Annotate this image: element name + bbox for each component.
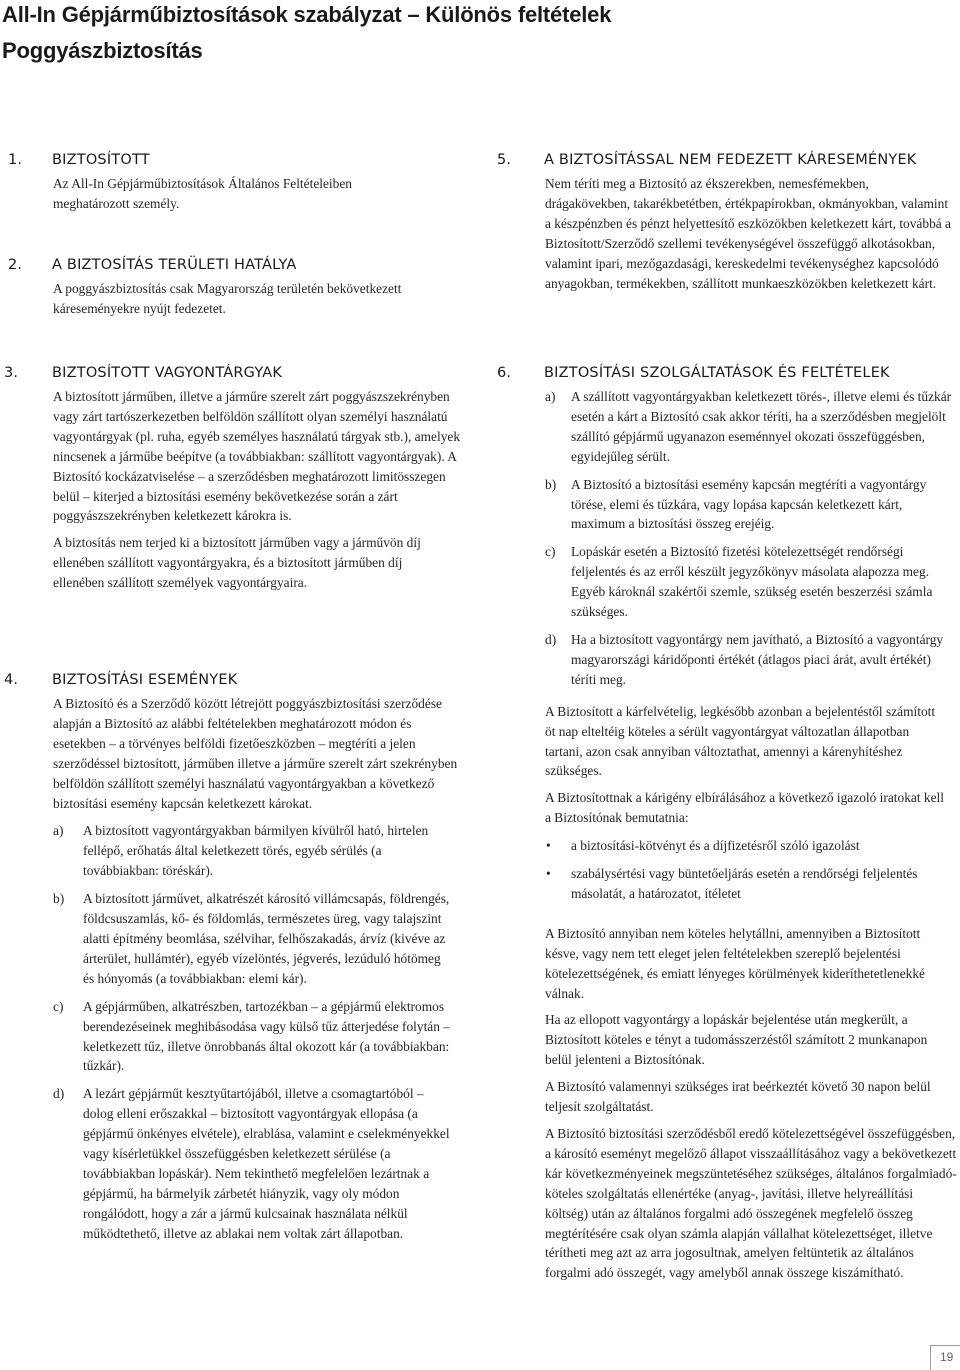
section-5 — [497, 152, 959, 293]
document-title: All-In Gépjárműbiztosítások szabályzat – Különös feltételek — [2, 2, 612, 27]
section-number: 5. — [497, 152, 512, 168]
list-item — [53, 821, 453, 881]
bullet-item — [545, 864, 957, 904]
list-item — [545, 387, 957, 467]
section-title: BIZTOSÍTOTT — [52, 152, 150, 168]
item-label: a) — [545, 389, 556, 404]
item-text: A biztosított járművet, alkatrészét károsító villámcsapás, földrengés, földcsuszamlás, kő- és földomlás, természetes üreg, vagy talajszint alatti építmény beomlása, szélvihar, felhőszakadás, árvíz (kivéve az árterület, hullámtér), egyéb vízelöntés, jégverés, lezúduló hótömeg és hónyomás (a továbbiakban: elemi kár). — [83, 891, 450, 986]
section-title: A BIZTOSÍTÁS TERÜLETI HATÁLYA — [52, 257, 297, 273]
section-4 — [4, 672, 474, 1244]
paragraph: A Biztosító valamennyi szükséges irat beérkeztét követő 30 napon belül teljesít szolgáltatást. — [545, 1079, 931, 1115]
section-heading — [497, 365, 959, 387]
bullet-item — [545, 836, 957, 856]
section-number: 3. — [4, 365, 19, 381]
paragraph: A Biztosító annyiban nem köteles helytállni, amennyiben a Biztosított késve, vagy nem tett eleget jelen feltételekben szereplő bejelentési kötelezettségének, és emiatt lényeges körülmények kideríthetetlenekké válnak. — [545, 925, 925, 1001]
section-heading — [497, 152, 959, 174]
paragraph: A Biztosítottnak a kárigény elbírálásához a következő igazoló iratokat kell a Biztosítónak bemutatnia: — [545, 790, 944, 826]
document-subtitle: Poggyászbiztosítás — [2, 38, 203, 63]
section-title: BIZTOSÍTOTT VAGYONTÁRGYAK — [52, 365, 283, 381]
section-1 — [8, 152, 470, 214]
item-label: d) — [53, 1086, 65, 1102]
paragraph: Az All-In Gépjárműbiztosítások Általános Feltételeiben meghatározott személy. — [53, 176, 352, 211]
section-number: 4. — [4, 672, 19, 688]
list-item — [545, 475, 957, 535]
item-label: b) — [545, 476, 557, 492]
list-item — [545, 630, 957, 690]
item-label: c) — [53, 998, 64, 1014]
paragraph: A biztosított járműben, illetve a járműre szerelt zárt poggyászszekrényben vagy zárt tartószerkezetben belföldön szállított olyan személyi használatú vagyontárgyak (pl. ruha, egyéb személyes használatú tárgyak stb.), amelyek nincsenek a járműbe beépítve (a továbbiakban: szállított vagyontárgyak). A Biztosító kockázatviselése – a szerződésben meghatározott limitösszegen belül – kiterjed a biztosítási esemény bekövetkezése során a zárt poggyászszekrényben keletkezett károkra is. — [53, 389, 461, 524]
bullet-icon: • — [546, 838, 551, 854]
list-item — [53, 889, 453, 989]
paragraph: A biztosítás nem terjed ki a biztosított járműben vagy a járművön díj ellenében szállított vagyontárgyakra, és a biztosított járműben díj ellenében szállított személyek vagyontárgyaira. — [53, 535, 421, 591]
section-heading — [8, 152, 470, 174]
item-text: A lezárt gépjárműt kesztyűtartójából, illetve a csomagtartóból – dolog elleni erőszakkal – biztosított vagyontárgyak ellopása (a gépjármű önkényes elvétele), elrablása, valamint e cselekményekkel vagy kísérletükkel összefüggésben keletkezett sérülése (a továbbiakban lopáskár). Nem tekinthető megfelelően lezártnak a gépjármű, ha bármelyik zárbetét hiányzik, vagy oly módon rongálódott, hogy a zár a jármű kulcsainak használata nélkül működtethető, illetve az ablakai nem voltak zárt állapotban. — [83, 1086, 450, 1241]
section-heading — [8, 257, 470, 279]
page-number: 19 — [940, 1350, 954, 1364]
item-label: c) — [545, 544, 556, 560]
section-heading — [4, 365, 474, 387]
section-6 — [497, 365, 959, 1283]
paragraph: Ha az ellopott vagyontárgy a lopáskár bejelentése után megkerült, a Biztosított köteles e tényt a tudomásszerzéstől számított 2 munkanapon belül jelenteni a Biztosítónak. — [545, 1012, 928, 1068]
section-title: A BIZTOSÍTÁSSAL NEM FEDEZETT KÁRESEMÉNYEK — [544, 152, 917, 168]
bullet-text: a biztosítási-kötvényt és a díjfizetésről szóló igazolást — [571, 838, 860, 854]
section-number: 2. — [8, 257, 23, 273]
item-label: d) — [545, 631, 557, 647]
section-heading — [4, 672, 474, 694]
bullet-text: szabálysértési vagy büntetőeljárás esetén a rendőrségi feljelentés másolatát, a határozatot, ítéletet — [571, 866, 918, 901]
paragraph: Nem téríti meg a Biztosító az ékszerekben, nemesfémekben, drágakövekben, takarékbetétben, értékpapírokban, okmányokban, valamint a készpénzben és pénzt helyettesítő eszközökben keletkezett kárt, továbbá a Biztosított/Szerződő szellemi tevékenységével összefüggő alkotásokban, valamint ipari, mezőgazdasági, kereskedelmi tevékenységhez kapcsolódó anyagokban, termékekben, szállított munkaeszközökben keletkezett kárt. — [545, 176, 952, 291]
paragraph: A Biztosító biztosítási szerződésből eredő kötelezettségével összefüggésben, a károsító eseményt megelőző állapot visszaállításához vagy a bekövetkezett kár következményeinek megszüntetéséhez szükséges, általános forgalmiadó-köteles szolgáltatás ellenértéke (anyag-, javítási, illetve helyreállítási költség) után az általános forgalmi adó összegének megfelelő összeg megtérítésére csak olyan számla alapján vállalhat kötelezettséget, illetve térítheti meg azt az arra jogosultnak, amelyen feltüntetik az általános forgalmi adó összegét, vagy amelyből annak összege kiszámítható. — [545, 1126, 957, 1281]
paragraph: A Biztosító és a Szerződő között létrejött poggyászbiztosítási szerződése alapján a Biztosító az alábbi feltételekben meghatározott módon és esetekben – a törvényes belföldi fizetőeszközben – megtéríti a jelen szerződéssel biztosított, járműben illetve a járműre szerelt zárt szekrényben belföldön szállított személyi használatú vagyontárgyakban a következő biztosítási esemény kapcsán keletkezett károkat. — [53, 696, 458, 811]
paragraph: A poggyászbiztosítás csak Magyarország területén bekövetkezett káreseményekre nyújt fedezetet. — [53, 281, 402, 316]
item-label: b) — [53, 891, 65, 907]
list-item — [545, 542, 957, 622]
item-text: Ha a biztosított vagyontárgy nem javítható, a Biztosító a vagyontárgy magyarországi káridőponti értékét (átlagos piaci árát, avult értékét) téríti meg. — [571, 631, 944, 687]
item-text: A gépjárműben, alkatrészben, tartozékban – a gépjármű elektromos berendezéseinek meghibásodása vagy külső tűz átterjedése folytán – keletkezett tűz, illetve önrobbanás által okozott kár (a továbbiakban: tűzkár). — [83, 998, 450, 1074]
section-number: 6. — [497, 365, 512, 381]
paragraph: A Biztosított a kárfelvételig, legkésőbb azonban a bejelentéstől számított öt nap elteltéig köteles a sérült vagyontárgyat változatlan állapotban tartani, azon csak annyiban változtathat, amennyi a kárenyhítéshez szükséges. — [545, 703, 936, 779]
bullet-icon: • — [546, 866, 551, 882]
section-2 — [8, 257, 470, 319]
item-text: A szállított vagyontárgyakban keletkezett törés-, illetve elemi és tűzkár esetén a kárt a Biztosító csak akkor téríti, ha a szerződésben megjelölt szállító gépjármű ugyanazon eseménnyel okozati összefüggésben, egyidejűleg sérült. — [571, 389, 952, 464]
item-label: a) — [53, 823, 64, 839]
section-title: BIZTOSÍTÁSI SZOLGÁLTATÁSOK ÉS FELTÉTELEK — [544, 365, 890, 381]
item-text: A Biztosító a biztosítási esemény kapcsán megtéríti a vagyontárgy törése, elemi és tűzkára, vagy lopása kapcsán keletkezett kárt, maximum a biztosítási összeg erejéig. — [571, 476, 927, 532]
section-title: BIZTOSÍTÁSI ESEMÉNYEK — [52, 672, 238, 688]
section-number: 1. — [8, 152, 23, 168]
item-text: Lopáskár esetén a Biztosító fizetési kötelezettségét rendőrségi feljelentés és az erről készült jegyzőkönyv másolata alapozza meg. Egyéb károknál szakértői szemle, szükség esetén beszerzési számla szükséges. — [571, 544, 933, 620]
list-item — [53, 997, 453, 1077]
section-3 — [4, 365, 474, 593]
item-text: A biztosított vagyontárgyakban bármilyen kívülről ható, hirtelen fellépő, erőhatás által keletkezett törés, egyéb sérülés (a továbbiakban: töréskár). — [83, 823, 429, 879]
list-item — [53, 1084, 453, 1243]
